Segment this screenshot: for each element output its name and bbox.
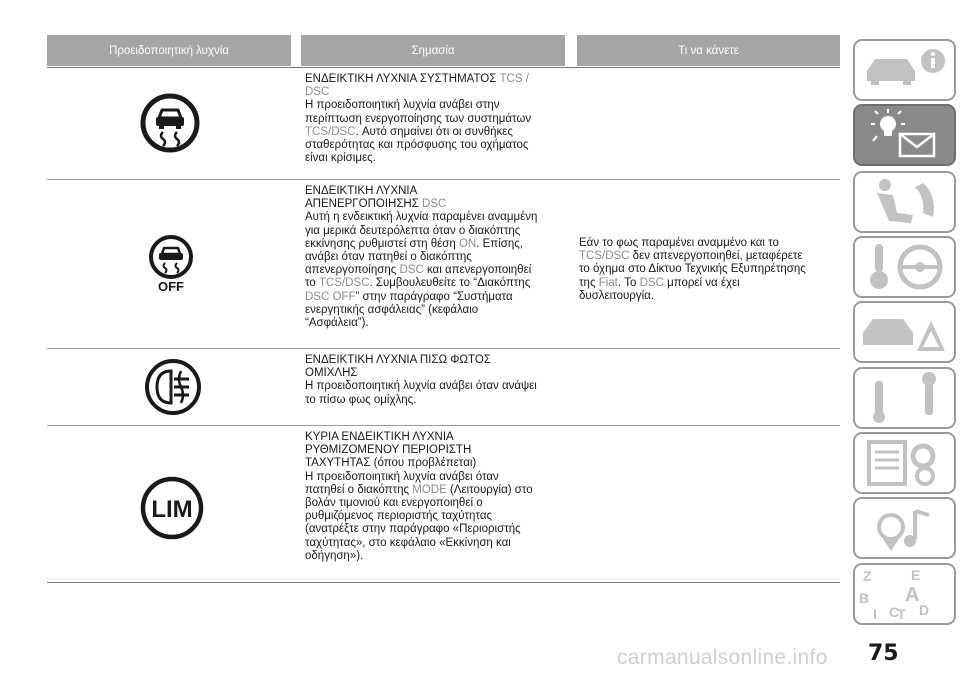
- svg-text:A: A: [905, 584, 920, 606]
- specifications-gear-icon: [855, 434, 954, 492]
- text-line: [579, 290, 841, 303]
- text-segment: οδήγηση»).: [305, 549, 364, 562]
- text-line: [305, 251, 575, 264]
- text-line: [305, 510, 575, 523]
- highlight-term: DSC: [399, 264, 424, 277]
- text-line: [305, 99, 575, 112]
- text-line: [305, 523, 575, 536]
- key-steering-wheel-icon: [855, 238, 954, 296]
- text-segment: το: [305, 277, 319, 290]
- highlight-term: DSC: [422, 198, 447, 211]
- text-line: [579, 263, 841, 276]
- header-meaning: [301, 35, 565, 66]
- text-line: [305, 86, 575, 99]
- text-line: [305, 113, 575, 126]
- svg-text:D: D: [919, 602, 930, 618]
- highlight-term: ON: [458, 237, 477, 250]
- text-segment: . Συμβουλευθείτε το “Διακόπτης: [369, 277, 531, 290]
- text-segment: το πίσω φως ομίχλης.: [305, 393, 417, 406]
- header-label: Προειδοποιητική λυχνία: [109, 44, 229, 57]
- text-segment: . Επίσης,: [476, 237, 523, 250]
- watermark: carmanualsonline.info: [617, 646, 828, 669]
- text-segment: Αυτή η ενδεικτική λυχνία παραμένει αναμμένη: [305, 211, 538, 224]
- text-segment: ΤΑΧΥΤΗΤΑΣ: [305, 457, 374, 470]
- text-segment: Εάν το φως παραμένει αναμμένο και το: [579, 237, 779, 249]
- tab-warning-lights[interactable]: [853, 104, 956, 166]
- text-line: [305, 225, 575, 238]
- tab-safety[interactable]: [853, 171, 956, 233]
- text-segment: ρυθμιζόμενος περιοριστής ταχύτητας: [305, 510, 493, 523]
- svg-text:C: C: [889, 604, 900, 620]
- highlight-term: TCS/DSC: [305, 125, 356, 138]
- meaning-text: [305, 431, 575, 563]
- tab-car-info[interactable]: [853, 39, 956, 101]
- row-divider: [47, 67, 840, 68]
- text-segment: ενεργητικής ασφάλειας” (κεφάλαιο: [305, 303, 479, 316]
- text-segment: ΚΥΡΙΑ ΕΝΔΕΙΚΤΙΚΗ ΛΥΧΝΙΑ: [305, 431, 454, 443]
- skid-car-off-icon: [141, 233, 201, 300]
- text-line: [305, 304, 575, 317]
- text-segment: Η προειδοποιητική λυχνία ανάβει στην: [305, 99, 500, 112]
- seat-airbag-icon: [855, 173, 954, 231]
- meaning-text: [305, 185, 575, 330]
- text-segment: ΕΝΔΕΙΚΤΙΚΗ ΛΥΧΝΙΑ ΠΙΣΩ ΦΩΤΟΣ: [305, 354, 491, 366]
- text-line: [305, 484, 575, 497]
- rear-fog-light-icon: [143, 357, 203, 422]
- warning-light-message-icon: [855, 106, 954, 164]
- text-segment: είναι κρίσιμες.: [305, 152, 376, 165]
- text-segment: ΕΝΔΕΙΚΤΙΚΗ ΛΥΧΝΙΑ ΣΥΣΤΗΜΑΤΟΣ: [305, 73, 500, 85]
- row-divider: [47, 582, 840, 583]
- page-number: 75: [868, 641, 899, 666]
- text-line: [305, 471, 575, 484]
- text-line: [305, 444, 575, 457]
- header-what-to-do: [577, 35, 840, 66]
- highlight-term: MODE: [412, 483, 447, 496]
- alphabetical-index-icon: [855, 565, 954, 623]
- text-line: [305, 185, 575, 198]
- svg-text:T: T: [897, 606, 906, 622]
- meaning-text: [305, 354, 575, 407]
- tab-specifications[interactable]: [853, 432, 956, 494]
- svg-text:Z: Z: [863, 568, 872, 584]
- car-info-icon: [855, 41, 954, 99]
- text-line: [305, 126, 575, 139]
- highlight-term: DSC: [305, 86, 330, 99]
- svg-text:B: B: [859, 590, 870, 606]
- text-segment: “Ασφάλεια”).: [305, 317, 369, 330]
- text-segment: ΟΜΙΧΛΗΣ: [305, 367, 358, 380]
- action-text: [579, 237, 841, 303]
- text-segment: πατηθεί ο διακόπτης: [305, 483, 413, 496]
- wrench-icon: [855, 369, 954, 427]
- text-segment: ανάβει όταν πατηθεί ο διακόπτης: [305, 251, 472, 264]
- lim-icon: [140, 476, 204, 545]
- text-line: [305, 73, 575, 86]
- text-line: [305, 238, 575, 251]
- text-line: [305, 431, 575, 444]
- off-label: OFF: [158, 279, 184, 294]
- text-line: [305, 198, 575, 211]
- highlight-term: DSC OFF: [305, 290, 356, 303]
- text-line: [579, 250, 841, 263]
- text-segment: εκκίνησης ρυθμιστεί στη θέση: [305, 237, 459, 250]
- row-divider: [47, 348, 840, 349]
- highlight-term: Fiat: [598, 276, 618, 289]
- text-segment: ταχύτητας», στο κεφάλαιο «Εκκίνηση και: [305, 536, 511, 549]
- text-segment: ΕΝΔΕΙΚΤΙΚΗ ΛΥΧΝΙΑ: [305, 185, 418, 197]
- text-segment: απενεργοποίησης: [305, 264, 400, 277]
- text-segment: . Αυτό σημαίνει ότι οι συνθήκες: [355, 125, 513, 138]
- row-divider: [47, 425, 840, 426]
- header-warning-light: [47, 35, 291, 66]
- text-segment: δυσλειτουργία.: [579, 289, 654, 302]
- highlight-term: TCS /: [499, 73, 529, 85]
- text-segment: ” στην παράγραφο “Συστήματα: [355, 290, 513, 303]
- text-segment: για μερικά δευτερόλεπτα όταν ο διακόπτης: [305, 224, 521, 237]
- text-line: [305, 291, 575, 304]
- text-line: [305, 317, 575, 330]
- header-label: Τι να κάνετε: [678, 44, 739, 57]
- text-segment: Η προειδοποιητική λυχνία ανάβει όταν ανάψει: [305, 380, 537, 393]
- highlight-term: TCS/DSC: [318, 277, 370, 290]
- text-segment: ΡΥΘΜΙΖΟΜΕΝΟΥ ΠΕΡΙΟΡΙΣΤΗ: [305, 444, 472, 457]
- text-line: [305, 457, 575, 470]
- text-line: [305, 380, 575, 393]
- text-segment: σταθερότητας και πρόσφυσης του οχήματος: [305, 139, 529, 152]
- tab-maintenance[interactable]: [853, 367, 956, 429]
- car-crash-warning-icon: [855, 303, 954, 361]
- lim-label: LIM: [151, 496, 193, 523]
- text-segment: και απενεργοποιηθεί: [423, 264, 532, 277]
- meaning-text: [305, 73, 575, 165]
- highlight-term: DSC: [639, 276, 664, 289]
- row-divider: [47, 179, 840, 180]
- skid-car-icon: [139, 92, 201, 159]
- text-line: [305, 139, 575, 152]
- text-line: [579, 237, 841, 250]
- text-line: [305, 277, 575, 290]
- text-segment: (Λειτουργία) στο: [446, 483, 533, 496]
- tab-starting-driving[interactable]: [853, 236, 956, 298]
- text-segment: Η προειδοποιητική λυχνία ανάβει όταν: [305, 470, 499, 483]
- text-segment: (ανατρέξτε στην παράγραφο «Περιοριστής: [305, 523, 521, 536]
- text-line: [305, 211, 575, 224]
- text-segment: περίπτωση ενεργοποίησης των συστημάτων: [305, 112, 532, 125]
- text-segment: δεν απενεργοποιηθεί, μεταφέρετε: [629, 250, 803, 263]
- svg-text:I: I: [873, 606, 877, 622]
- tab-multimedia[interactable]: [853, 497, 956, 559]
- text-segment: μπορεί να έχει: [663, 276, 740, 289]
- tab-emergency[interactable]: [853, 301, 956, 363]
- multimedia-music-icon: [855, 499, 954, 557]
- text-line: [305, 394, 575, 407]
- header-label: Σημασία: [411, 44, 455, 57]
- text-segment: (όπου προβλέπεται): [373, 457, 477, 470]
- text-line: [305, 367, 575, 380]
- text-line: [305, 264, 575, 277]
- text-line: [305, 354, 575, 367]
- text-segment: της: [579, 276, 599, 289]
- text-line: [579, 277, 841, 290]
- text-line: [305, 152, 575, 165]
- text-line: [305, 550, 575, 563]
- text-line: [305, 497, 575, 510]
- text-segment: . Το: [617, 276, 640, 289]
- text-segment: βολάν τιμονιού και ενεργοποιηθεί ο: [305, 497, 483, 510]
- svg-text:E: E: [911, 567, 921, 583]
- text-segment: ΑΠΕΝΕΡΓΟΠΟΙΗΣΗΣ: [305, 198, 423, 211]
- text-segment: το όχημα στο Δίκτυο Τεχνικής Εξυπηρέτησης: [579, 263, 806, 276]
- text-line: [305, 537, 575, 550]
- highlight-term: TCS/DSC: [579, 250, 630, 263]
- tab-index[interactable]: [853, 563, 956, 625]
